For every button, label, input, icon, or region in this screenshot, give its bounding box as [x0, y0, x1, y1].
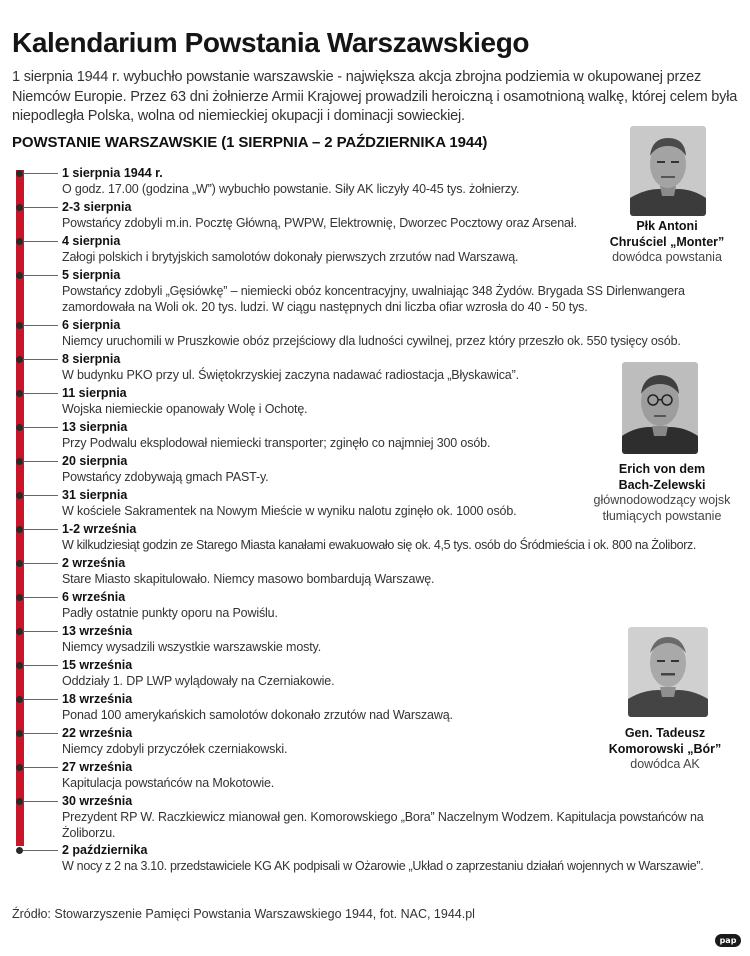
timeline-tick: [18, 529, 58, 530]
event-text: Wojska niemieckie opanowały Wolę i Ochotę.: [62, 402, 308, 416]
timeline-tick: [18, 427, 58, 428]
event-date: 11 sierpnia: [62, 386, 127, 400]
event-text: Przy Podwalu eksplodował niemiecki transporter; zginęło co najmniej 300 osób.: [62, 436, 491, 450]
timeline-event: [62, 590, 742, 621]
event-date: 2-3 sierpnia: [62, 200, 132, 214]
timeline-tick: [18, 241, 58, 242]
event-text: W budynku PKO przy ul. Świętokrzyskiej zaczyna nadawać radiostacja „Błyskawica”.: [62, 368, 519, 382]
timeline-tick: [18, 850, 58, 851]
timeline-dot: [16, 390, 23, 397]
timeline-tick: [18, 495, 58, 496]
event-date: 6 września: [62, 590, 126, 604]
timeline-dot: [16, 847, 23, 854]
caption-komorowski: [590, 726, 740, 773]
timeline-dot: [16, 170, 23, 177]
timeline-tick: [18, 275, 58, 276]
event-text: Niemcy uruchomili w Pruszkowie obóz przejściowy dla ludności cywilnej, przez który przeszło ok. 550 tysięcy osób.: [62, 334, 681, 348]
event-text: Powstańcy zdobyli „Gęsiówkę” – niemiecki obóz koncentracyjny, uwalniając 348 Żydów. Brygada SS Dirlenwangera zamordowała na Woli ok. 20 tys. ludzi. W ciągu następnych dni liczba ofiar wzrosła do 40 - 50 tys.: [62, 284, 685, 314]
timeline-dot: [16, 424, 23, 431]
event-text: W kościele Sakramentek na Nowym Mieście w wyniku nalotu zginęło ok. 1000 osób.: [62, 504, 517, 518]
timeline-tick: [18, 359, 58, 360]
event-date: 5 sierpnia: [62, 268, 121, 282]
person-name: Erich von dem: [618, 462, 706, 476]
event-text: Załogi polskich i brytyjskich samolotów dokonały pierwszych zrzutów nad Warszawą.: [62, 250, 519, 264]
portrait-photo: [630, 126, 706, 216]
person-role: dowódca AK: [630, 757, 700, 771]
person-name: Chruściel „Monter”: [609, 234, 725, 249]
event-date: 30 września: [62, 794, 133, 808]
event-date: 4 sierpnia: [62, 234, 121, 248]
person-role: dowódca powstania: [612, 250, 722, 264]
timeline-tick: [18, 631, 58, 632]
timeline-tick: [18, 767, 58, 768]
timeline-tick: [18, 665, 58, 666]
timeline-dot: [16, 798, 23, 805]
timeline-dot: [16, 560, 23, 567]
event-date: 1 sierpnia 1944 r.: [62, 166, 163, 180]
event-date: 18 września: [62, 692, 133, 706]
event-text: Prezydent RP W. Raczkiewicz mianował gen. Komorowskiego „Bora” Naczelnym Wodzem. Kapitulacja powstańców na Żoliborzu.: [62, 810, 704, 840]
source-note: Źródło: Stowarzyszenie Pamięci Powstania Warszawskiego 1944, fot. NAC, 1944.pl: [12, 907, 475, 921]
event-text: Powstańcy zdobywają gmach PAST-y.: [62, 470, 269, 484]
caption-bach-zelewski: [587, 462, 737, 524]
timeline-tick: [18, 563, 58, 564]
timeline-dot: [16, 272, 23, 279]
event-text: O godz. 17.00 (godzina „W”) wybuchło powstanie. Siły AK liczyły 40-45 tys. żołnierzy.: [62, 182, 520, 196]
timeline-tick: [18, 801, 58, 802]
timeline-tick: [18, 173, 58, 174]
timeline-dot: [16, 204, 23, 211]
event-text: Powstańcy zdobyli m.in. Pocztę Główną, PWPW, Elektrownię, Dworzec Pocztowy oraz Arsenał.: [62, 216, 577, 230]
event-date: 13 sierpnia: [62, 420, 128, 434]
timeline-event: [62, 268, 742, 315]
timeline-dot: [16, 696, 23, 703]
person-name: Płk Antoni: [636, 219, 698, 233]
timeline-event: [62, 794, 742, 841]
event-date: 27 września: [62, 760, 133, 774]
timeline-dot: [16, 628, 23, 635]
timeline-tick: [18, 461, 58, 462]
timeline-tick: [18, 597, 58, 598]
person-role: tłumiących powstanie: [602, 508, 722, 523]
person-name: Gen. Tadeusz: [624, 726, 706, 740]
timeline-dot: [16, 662, 23, 669]
event-date: 20 sierpnia: [62, 454, 128, 468]
timeline-event: [62, 843, 742, 874]
timeline-dot: [16, 458, 23, 465]
event-date: 2 października: [62, 843, 148, 857]
timeline-dot: [16, 322, 23, 329]
timeline-dot: [16, 594, 23, 601]
portrait-bach-zelewski: [622, 362, 698, 454]
timeline-event: [62, 318, 742, 349]
event-text: W nocy z 2 na 3.10. przedstawiciele KG AK podpisali w Ożarowie „Układ o zaprzestaniu działań wojennych w Warszawie”.: [62, 859, 704, 873]
portrait-komorowski: [628, 627, 708, 717]
event-date: 6 sierpnia: [62, 318, 121, 332]
timeline-tick: [18, 699, 58, 700]
timeline-tick: [18, 207, 58, 208]
timeline-dot: [16, 356, 23, 363]
timeline-event: [62, 522, 742, 553]
portrait-photo: [622, 362, 698, 454]
event-text: Oddziały 1. DP LWP wylądowały na Czerniakowie.: [62, 674, 335, 688]
timeline-dot: [16, 492, 23, 499]
event-text: W kilkudziesiąt godzin ze Starego Miasta kanałami ewakuowało się ok. 4,5 tys. osób do Śródmieścia i ok. 800 na Żoliborz.: [62, 538, 697, 552]
event-text: Padły ostatnie punkty oporu na Powiślu.: [62, 606, 278, 620]
pap-logo: pap: [715, 934, 741, 947]
timeline-dot: [16, 526, 23, 533]
event-date: 13 września: [62, 624, 133, 638]
portrait-chrusciel: [630, 126, 706, 216]
event-text: Kapitulacja powstańców na Mokotowie.: [62, 776, 275, 790]
event-date: 8 sierpnia: [62, 352, 121, 366]
caption-chrusciel: [592, 219, 742, 266]
timeline-dot: [16, 730, 23, 737]
event-text: Stare Miasto skapitulowało. Niemcy masowo bombardują Warszawę.: [62, 572, 435, 586]
event-date: 31 sierpnia: [62, 488, 128, 502]
timeline-tick: [18, 325, 58, 326]
event-text: Niemcy wysadzili wszystkie warszawskie mosty.: [62, 640, 322, 654]
timeline-tick: [18, 733, 58, 734]
timeline-tick: [18, 393, 58, 394]
person-role: głównodowodzący wojsk: [593, 493, 731, 507]
person-name: Bach-Zelewski: [618, 477, 706, 492]
event-text: Niemcy zdobyli przyczółek czerniakowski.: [62, 742, 288, 756]
portrait-photo: [628, 627, 708, 717]
event-text: Ponad 100 amerykańskich samolotów dokonało zrzutów nad Warszawą.: [62, 708, 453, 722]
event-date: 22 września: [62, 726, 133, 740]
event-date: 2 września: [62, 556, 126, 570]
event-date: 1-2 września: [62, 522, 137, 536]
section-title: POWSTANIE WARSZAWSKIE (1 SIERPNIA – 2 PAŹDZIERNIKA 1944): [12, 134, 488, 151]
timeline-dot: [16, 764, 23, 771]
intro-paragraph: 1 sierpnia 1944 r. wybuchło powstanie warszawskie - największa akcja zbrojna podziemia w okupowanej przez Niemców Europie. Przez 63 dni żołnierze Armii Krajowej prowadzili heroiczną i osamotnioną walkę, której celem była niepodległa Polska, wolna od niemieckiej okupacji i dominacji sowieckiej.: [12, 69, 738, 124]
event-date: 15 września: [62, 658, 133, 672]
timeline-event: [62, 556, 742, 587]
page-title: Kalendarium Powstania Warszawskiego: [12, 27, 530, 58]
person-name: Komorowski „Bór”: [608, 741, 722, 756]
timeline-dot: [16, 238, 23, 245]
